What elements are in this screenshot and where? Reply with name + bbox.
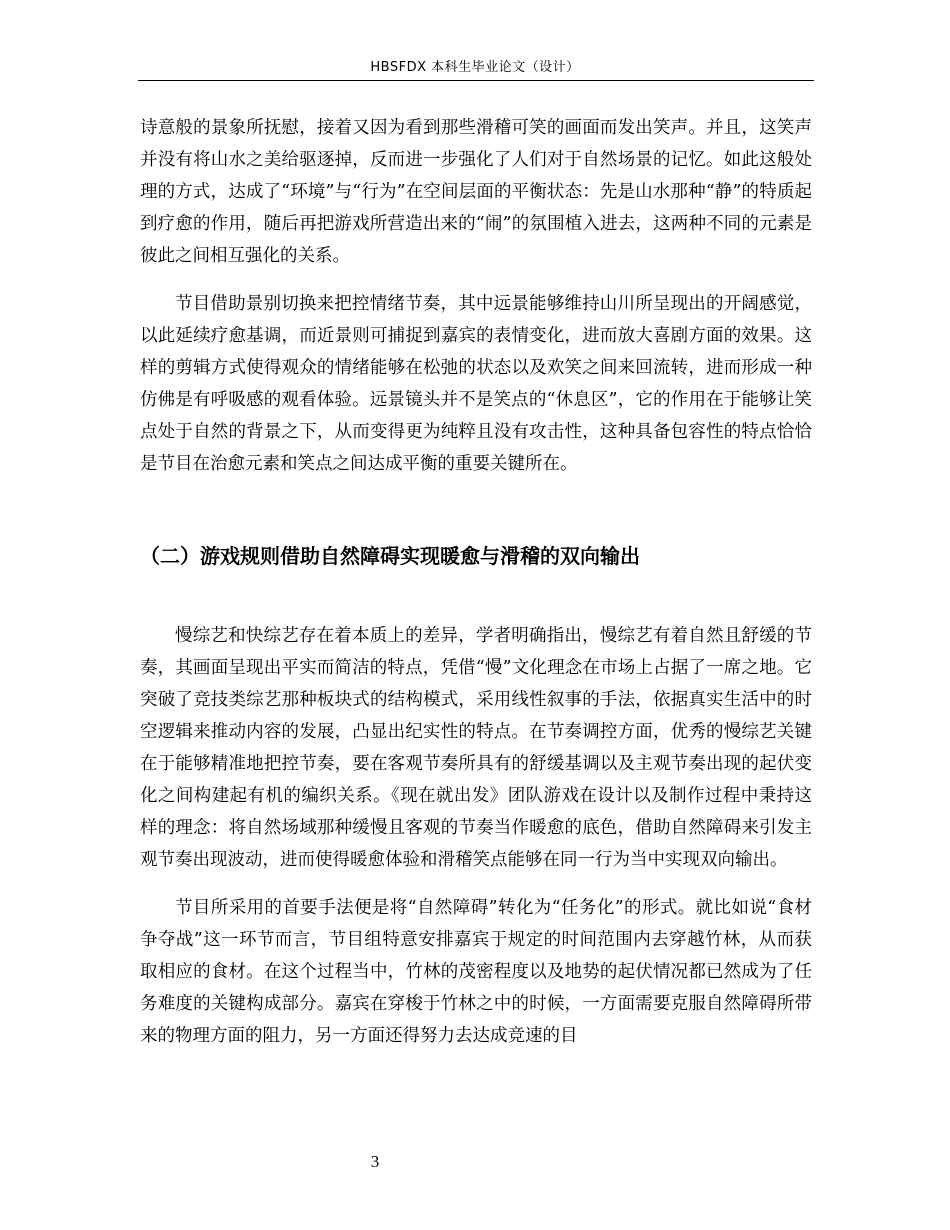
body-paragraph-4: 节目所采用的首要手法便是将“自然障碍”转化为“任务化”的形式。就比如说“食材争夺战”这一环节而言，节目组特意安排嘉宾于规定的时间范围内去穿越竹林，从而获取相应的食材。在这个过程当中，竹林的茂密程度以及地势的起伏情况都已然成为了任务难度的关键构成部分。嘉宾在穿梭于竹林之中的时候，一方面需要克服自然障碍所带来的物理方面的阻力，另一方面还得努力去达成竞速的目 [140, 898, 812, 1046]
body-paragraph-2: 节目借助景别切换来把控情绪节奏，其中远景能够维持山川所呈现出的开阔感觉，以此延续疗愈基调，而近景则可捕捉到嘉宾的表情变化，进而放大喜剧方面的效果。这样的剪辑方式使得观众的情绪能够在松弛的状态以及欢笑之间来回流转，进而形成一种仿佛是有呼吸感的观看体验。远景镜头并不是笑点的“休息区”，它的作用在于能够让笑点处于自然的背景之下，从而变得更为纯粹且没有攻击性，这种具备包容性的特点恰恰是节目在治愈元素和笑点之间达成平衡的重要关键所在。 [140, 294, 812, 474]
page-number: 3 [370, 1152, 380, 1171]
header-rule [138, 80, 814, 81]
section-heading: （二）游戏规则借助自然障碍实现暖愈与滑稽的双向输出 [140, 544, 640, 568]
main-content [140, 112, 812, 1052]
page-header: HBSFDX 本科生毕业论文（设计） [370, 60, 580, 75]
body-paragraph-3: 慢综艺和快综艺存在着本质上的差异，学者明确指出，慢综艺有着自然且舒缓的节奏，其画面呈现出平实而简洁的特点，凭借“慢”文化理念在市场上占据了一席之地。它突破了竞技类综艺那种板块式的结构模式，采用线性叙事的手法，依据真实生活中的时空逻辑来推动内容的发展，凸显出纪实性的特点。在节奏调控方面，优秀的慢综艺关键在于能够精准地把控节奏，要在客观节奏所具有的舒缓基调以及主观节奏出现的起伏变化之间构建起有机的编织关系。《现在就出发》团队游戏在设计以及制作过程中秉持这样的理念：将自然场域那种缓慢且客观的节奏当作暖愈的底色，借助自然障碍来引发主观节奏出现波动，进而使得暖愈体验和滑稽笑点能够在同一行为当中实现双向输出。 [140, 626, 812, 870]
body-paragraph-1: 诗意般的景象所抚慰，接着又因为看到那些滑稽可笑的画面而发出笑声。并且，这笑声并没有将山水之美给驱逐掉，反而进一步强化了人们对于自然场景的记忆。如此这般处理的方式，达成了“环境”与“行为”在空间层面的平衡状态：先是山水那种“静”的特质起到疗愈的作用，随后再把游戏所营造出来的“闹”的氛围植入进去，这两种不同的元素是彼此之间相互强化的关系。 [140, 118, 812, 266]
